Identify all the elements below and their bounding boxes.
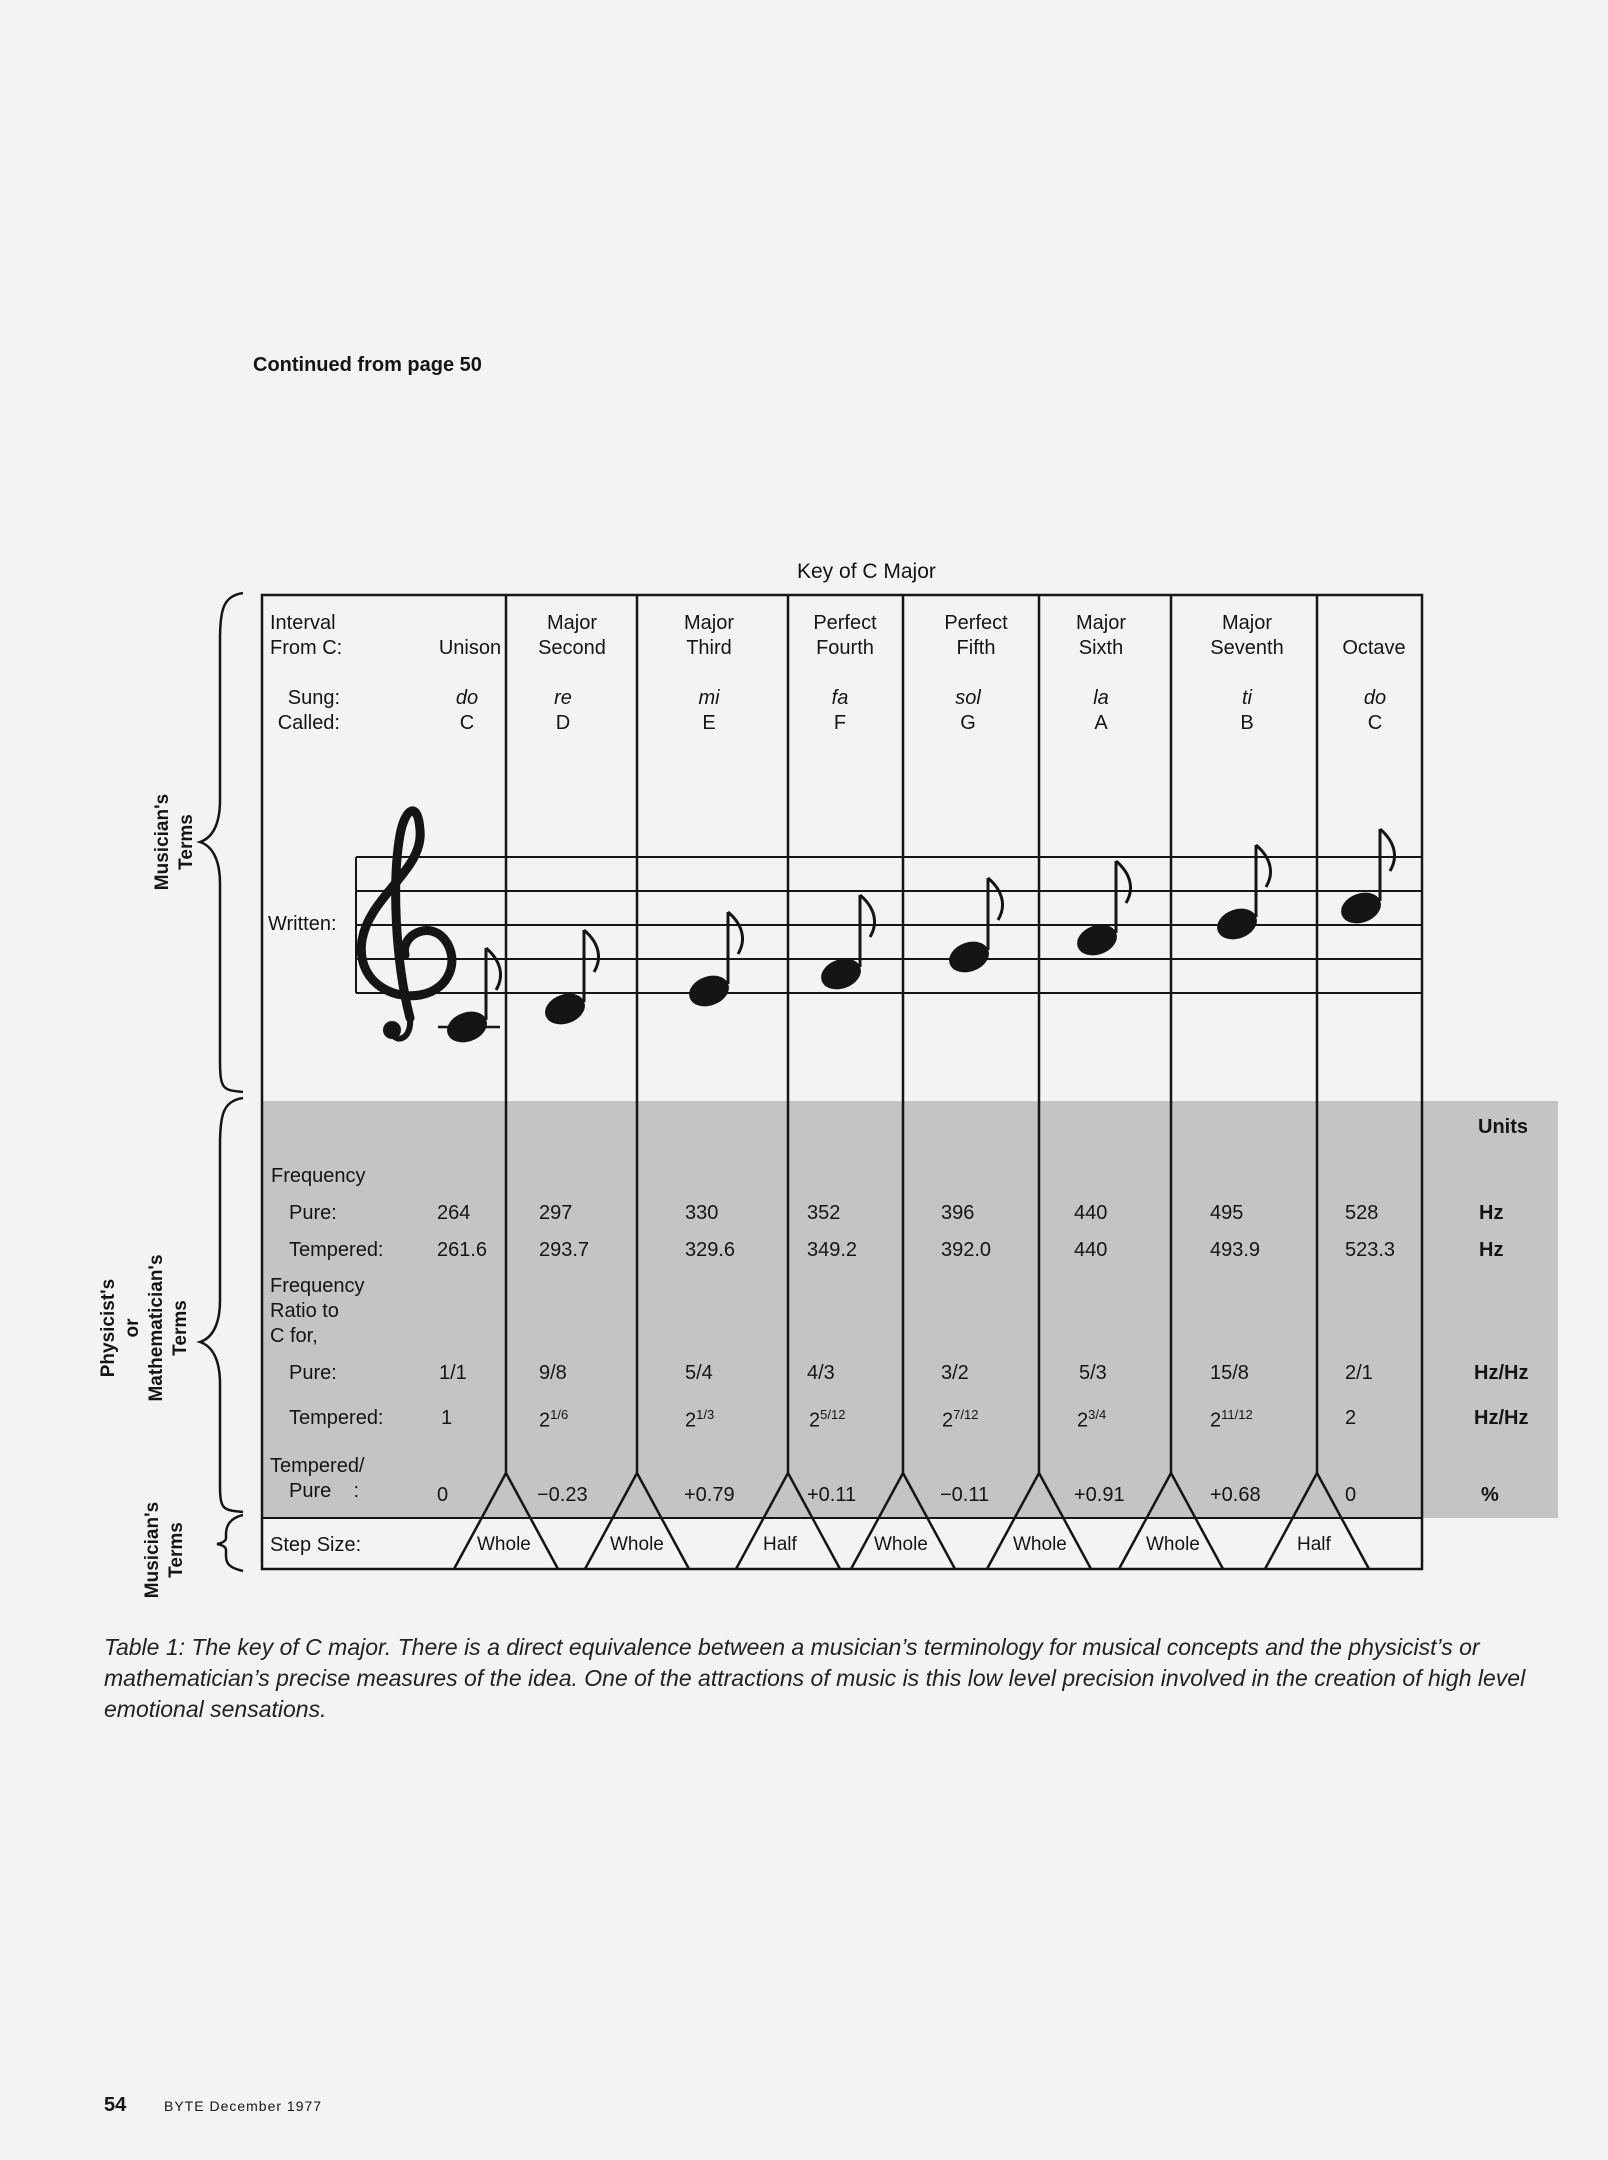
ratio-pure-value: 1/1 xyxy=(439,1362,467,1384)
ratio-pure-value: 9/8 xyxy=(539,1362,567,1384)
col-major-sixth-header: Major Sixth xyxy=(1075,612,1126,659)
freq-tempered-value: 392.0 xyxy=(941,1239,992,1261)
freq-tempered-value: 440 xyxy=(1074,1239,1108,1261)
step-value: Whole xyxy=(874,1534,928,1555)
col-major-second-header: Major Second xyxy=(538,612,606,659)
col-major-third-header: Major Third xyxy=(683,612,734,659)
frequency-label: Frequency xyxy=(271,1165,366,1187)
freq-pure-value: 352 xyxy=(807,1202,841,1224)
ratio-pure-value: 2/1 xyxy=(1345,1362,1373,1384)
note-b xyxy=(1213,904,1260,944)
tp-value: +0.68 xyxy=(1210,1484,1261,1506)
table-caption: Table 1: The key of C major. There is a direct equivalence between a musician’s terminology for musical concepts and the physicist’s or mathematician’s precise measures of the idea. One of the attractions of music is this low level precision involved in the creation of high level emotional sensations. xyxy=(104,1634,1526,1722)
note-f xyxy=(817,954,864,994)
sung-called-6: ti B xyxy=(1240,687,1254,734)
corner-label xyxy=(270,611,342,661)
freq-tempered-label: Tempered: xyxy=(289,1239,384,1261)
step-value: Whole xyxy=(610,1534,664,1555)
step-value: Half xyxy=(763,1534,797,1555)
ratio-tempered-value: $2^{11/12}$ xyxy=(1210,1407,1253,1432)
ratio-pure-label: Pure: xyxy=(289,1362,337,1384)
col-octave-header: Octave xyxy=(1342,637,1406,659)
freq-tempered-value: 261.6 xyxy=(437,1239,488,1261)
ratio-pure-value: 4/3 xyxy=(807,1362,835,1384)
shaded-band xyxy=(262,1101,1558,1518)
sung-called-5: la A xyxy=(1093,687,1109,734)
tp-value: 0 xyxy=(437,1484,449,1506)
freq-tempered-value: 523.3 xyxy=(1345,1239,1396,1261)
corner-label-line-2: From C: xyxy=(270,637,343,659)
magazine-footer: BYTE December 1977 xyxy=(164,2098,323,2114)
ratio-tempered-unit: Hz/Hz xyxy=(1474,1407,1529,1429)
freq-pure-label: Pure: xyxy=(289,1202,337,1224)
col-perfect-fifth-header: Perfect Fifth xyxy=(944,612,1008,659)
freq-tempered-value: 349.2 xyxy=(807,1239,858,1261)
ratio-tempered-value: $2^{3/4}$ xyxy=(1077,1407,1107,1432)
tp-value: −0.23 xyxy=(537,1484,588,1506)
music-staff xyxy=(356,857,1422,993)
side-braces xyxy=(200,593,243,1571)
note-a xyxy=(1073,920,1120,960)
physicists-terms-label: Physicist's or Mathematician's Terms xyxy=(98,1254,191,1402)
step-value: Whole xyxy=(1013,1534,1067,1555)
ratio-pure-value: 5/3 xyxy=(1079,1362,1107,1384)
col-unison-header: Unison xyxy=(438,637,502,659)
notes xyxy=(438,829,1395,1047)
sung-called-2: mi E xyxy=(698,687,720,734)
freq-tempered-value: 329.6 xyxy=(685,1239,736,1261)
ratio-tempered-value: $2^{1/3}$ xyxy=(685,1407,715,1432)
col-perfect-fourth-header: Perfect Fourth xyxy=(813,612,877,659)
tempered-pure-label: Tempered/ Pure : xyxy=(270,1455,365,1502)
col-major-seventh-header: Major Seventh xyxy=(1210,612,1284,659)
brace-musicians xyxy=(200,593,243,1092)
tp-value: +0.79 xyxy=(684,1484,735,1506)
musicians-terms-label: Musician's Terms xyxy=(152,793,197,891)
ratio-pure-unit: Hz/Hz xyxy=(1474,1362,1529,1384)
ratio-pure-value: 15/8 xyxy=(1210,1362,1249,1384)
freq-pure-value: 396 xyxy=(941,1202,975,1224)
ratio-pure-value: 5/4 xyxy=(685,1362,713,1384)
brace-step xyxy=(217,1515,243,1571)
brace-physicists xyxy=(200,1098,243,1512)
ratio-tempered-value: 2 xyxy=(1345,1407,1357,1429)
written-label: Written: xyxy=(268,913,337,935)
note-d xyxy=(541,989,588,1029)
note-e xyxy=(685,971,732,1011)
sung-called-labels xyxy=(268,686,340,736)
step-value: Half xyxy=(1297,1534,1331,1555)
sung-called-1: re D xyxy=(554,687,572,734)
step-value: Whole xyxy=(1146,1534,1200,1555)
musicians-terms-step-label: Musician's Terms xyxy=(142,1501,187,1599)
tp-unit: % xyxy=(1481,1484,1499,1506)
freq-pure-value: 495 xyxy=(1210,1202,1244,1224)
ratio-tempered-label: Tempered: xyxy=(289,1407,384,1429)
units-header: Units xyxy=(1478,1116,1528,1138)
sung-called-7: do C xyxy=(1363,687,1387,734)
note-g xyxy=(945,937,992,977)
sung-called-4: sol G xyxy=(955,687,981,734)
page-number: 54 xyxy=(104,2094,127,2116)
freq-tempered-value: 293.7 xyxy=(539,1239,590,1261)
note-c-octave xyxy=(1337,888,1384,928)
ratio-tempered-value: $2^{1/6}$ xyxy=(539,1407,569,1432)
step-size-label: Step Size: xyxy=(270,1534,362,1556)
freq-tempered-unit: Hz xyxy=(1479,1239,1504,1261)
ratio-tempered-value: $2^{7/12}$ xyxy=(942,1407,979,1432)
freq-pure-unit: Hz xyxy=(1479,1202,1504,1224)
corner-label-line-1: Interval xyxy=(270,612,336,634)
ratio-tempered-value: 1 xyxy=(441,1407,453,1429)
ratio-label: Frequency Ratio to C for, xyxy=(270,1275,365,1347)
continued-note: Continued from page 50 xyxy=(253,354,482,376)
freq-pure-value: 330 xyxy=(685,1202,719,1224)
tp-value: +0.11 xyxy=(807,1484,857,1506)
ratio-tempered-value: $2^{5/12}$ xyxy=(809,1407,846,1432)
called-label: Called: xyxy=(277,712,340,734)
sung-called-0: do C xyxy=(455,687,479,734)
tp-value: −0.11 xyxy=(940,1484,990,1506)
freq-pure-value: 440 xyxy=(1074,1202,1108,1224)
freq-pure-value: 264 xyxy=(437,1202,471,1224)
freq-pure-value: 297 xyxy=(539,1202,573,1224)
ratio-pure-value: 3/2 xyxy=(941,1362,969,1384)
tp-value: +0.91 xyxy=(1074,1484,1125,1506)
tp-value: 0 xyxy=(1345,1484,1357,1506)
sung-label: Sung: xyxy=(287,687,340,709)
step-value: Whole xyxy=(477,1534,531,1555)
key-title: Key of C Major xyxy=(797,560,936,583)
freq-pure-value: 528 xyxy=(1345,1202,1379,1224)
sung-called-3: fa F xyxy=(831,687,849,734)
note-c xyxy=(443,1007,490,1047)
freq-tempered-value: 493.9 xyxy=(1210,1239,1261,1261)
